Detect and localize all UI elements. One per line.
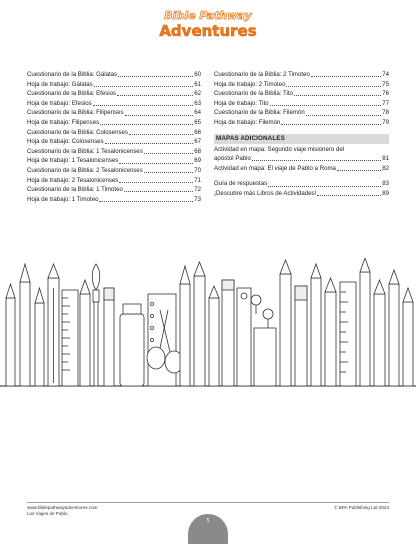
glue-stick-icon bbox=[120, 304, 144, 386]
pencil-icon bbox=[6, 264, 59, 386]
toc-item[interactable]: Actividad en mapa: El viaje de Pablo a Roma 82 bbox=[214, 164, 389, 172]
toc-item[interactable]: Cuestionario de la Biblia: Tito 76 bbox=[214, 90, 389, 98]
logo-line1: Bible Pathway bbox=[164, 9, 252, 22]
toc-item[interactable]: Hoja de trabajo: 1 Tesalonicenses 69 bbox=[27, 157, 201, 165]
toc-item-line1: Actividad en mapa: Segundo viaje misionero del bbox=[214, 145, 345, 153]
toc-right-column bbox=[214, 70, 389, 199]
toc-item[interactable]: Cuestionario de la Biblia: Filipenses 64 bbox=[27, 109, 201, 117]
footer-book-title: Los Viajes de Pablo bbox=[27, 511, 68, 517]
toc-item[interactable]: Actividad en mapa: Segundo viaje misionero del apóstol Pablo 81 bbox=[214, 145, 389, 163]
toc-item[interactable]: Hoja de trabajo: Filemón 79 bbox=[214, 118, 389, 126]
paintbrush-icon bbox=[92, 264, 100, 386]
section-heading-maps: MAPAS ADICIONALES bbox=[214, 134, 389, 144]
toc-item[interactable]: ¡Descubre más Libros de Actividades! 89 bbox=[214, 189, 389, 197]
toc-item[interactable]: Cuestionario de la Biblia: Efesios 62 bbox=[27, 90, 201, 98]
brand-logo bbox=[148, 4, 268, 44]
footer-copyright: © BPA Publishing Ltd 2024 bbox=[334, 505, 389, 510]
toc-item[interactable]: Hoja de trabajo: Efesios 63 bbox=[27, 99, 201, 107]
toc-item[interactable]: Hoja de trabajo: Gálatas 61 bbox=[27, 80, 201, 88]
toc-item[interactable]: Hoja de trabajo: Colosenses 67 bbox=[27, 138, 201, 146]
ruler-icon bbox=[62, 290, 78, 386]
toc-item[interactable]: Cuestionario de la Biblia: Colosenses 66 bbox=[27, 128, 201, 136]
toc-item[interactable]: Cuestionario de la Biblia: Filemón 78 bbox=[214, 109, 389, 117]
toc-item[interactable]: Cuestionario de la Biblia: 2 Timoteo 74 bbox=[214, 71, 389, 78]
toc-item[interactable]: Cuestionario de la Biblia: 2 Tesalonicenses 70 bbox=[27, 166, 201, 174]
page-number: 5 bbox=[188, 514, 228, 544]
toc-item[interactable]: Hoja de trabajo: 2 Tesalonicenses 71 bbox=[27, 176, 201, 184]
footer-divider bbox=[27, 502, 389, 503]
toc-item[interactable]: Hoja de trabajo: 2 Timoteo 75 bbox=[214, 80, 389, 88]
footer-url[interactable]: www.biblepathwayadventures.com bbox=[27, 505, 98, 510]
toc-left-column bbox=[27, 70, 201, 204]
toc-item[interactable]: Cuestionario de la Biblia: Gálatas 60 bbox=[27, 71, 201, 78]
ruler-icon bbox=[340, 282, 356, 386]
logo-line2: Adventures bbox=[159, 22, 257, 40]
toc-item[interactable]: Cuestionario de la Biblia: 1 Timoteo 72 bbox=[27, 186, 201, 194]
pushpin-icon bbox=[251, 295, 273, 328]
toc-item[interactable]: Guía de respuestas 83 bbox=[214, 180, 389, 188]
school-supplies-illustration bbox=[0, 258, 416, 390]
toc-item[interactable]: Hoja de trabajo: 1 Timoteo 73 bbox=[27, 195, 201, 203]
footer-left bbox=[27, 505, 97, 518]
toc-item[interactable]: Hoja de trabajo: Tito 77 bbox=[214, 99, 389, 107]
toc-item[interactable]: Hoja de trabajo: Filipenses 65 bbox=[27, 118, 201, 126]
toc-item[interactable]: Cuestionario de la Biblia: 1 Tesalonicenses 68 bbox=[27, 147, 201, 155]
